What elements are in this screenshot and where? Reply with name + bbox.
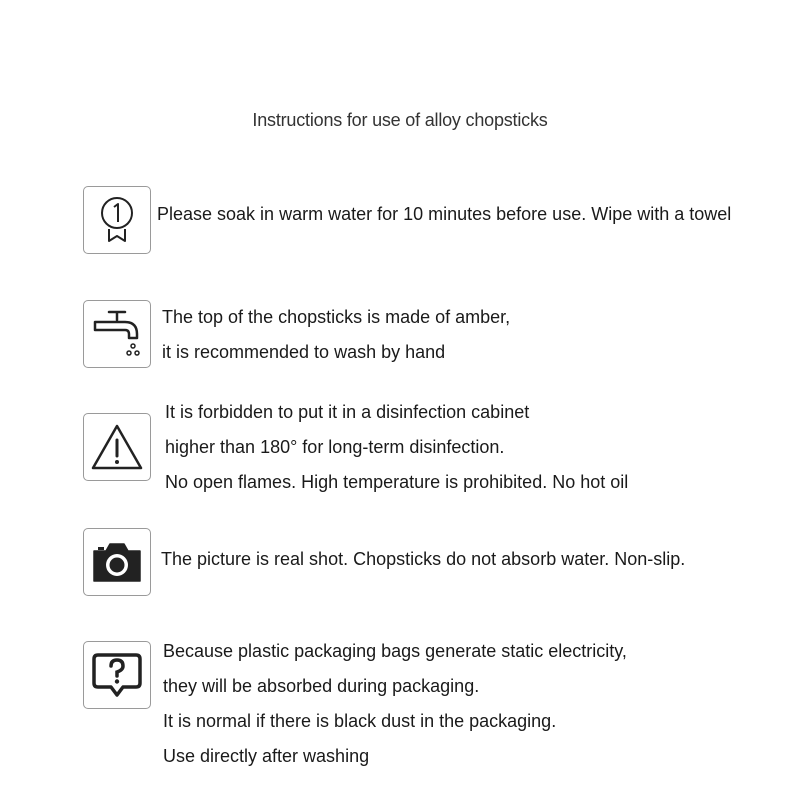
instruction-icon-box — [83, 413, 151, 481]
instruction-line: Because plastic packaging bags generate static electricity, — [163, 641, 627, 661]
instruction-line: it is recommended to wash by hand — [162, 342, 446, 362]
page-title: Instructions for use of alloy chopsticks — [252, 110, 548, 130]
instruction-line: Use directly after washing — [163, 746, 370, 766]
instruction-icon-box — [83, 528, 151, 596]
instruction-text — [165, 395, 628, 500]
instruction-line: The top of the chopsticks is made of amber, — [162, 307, 511, 327]
instruction-line: It is forbidden to put it in a disinfection cabinet — [165, 402, 530, 422]
camera-icon — [90, 539, 144, 585]
instruction-line: they will be absorbed during packaging. — [163, 676, 480, 696]
instruction-text — [162, 300, 510, 370]
instruction-line: It is normal if there is black dust in the packaging. — [163, 711, 557, 731]
instruction-icon-box — [83, 641, 151, 709]
instruction-line: No open flames. High temperature is prohibited. No hot oil — [165, 472, 629, 492]
instruction-line: Please soak in warm water for 10 minutes before use. Wipe with a towel — [157, 204, 732, 224]
instruction-text — [163, 634, 627, 774]
instruction-line: The picture is real shot. Chopsticks do not absorb water. Non-slip. — [161, 549, 686, 569]
question-bubble-icon — [90, 649, 144, 701]
instruction-icon-box — [83, 186, 151, 254]
faucet-icon — [89, 306, 145, 362]
warning-icon — [90, 422, 144, 472]
instruction-icon-box — [83, 300, 151, 368]
instruction-text — [157, 197, 731, 232]
first-use-badge-icon — [92, 191, 142, 249]
instruction-text — [161, 542, 685, 577]
instruction-line: higher than 180° for long-term disinfection. — [165, 437, 505, 457]
